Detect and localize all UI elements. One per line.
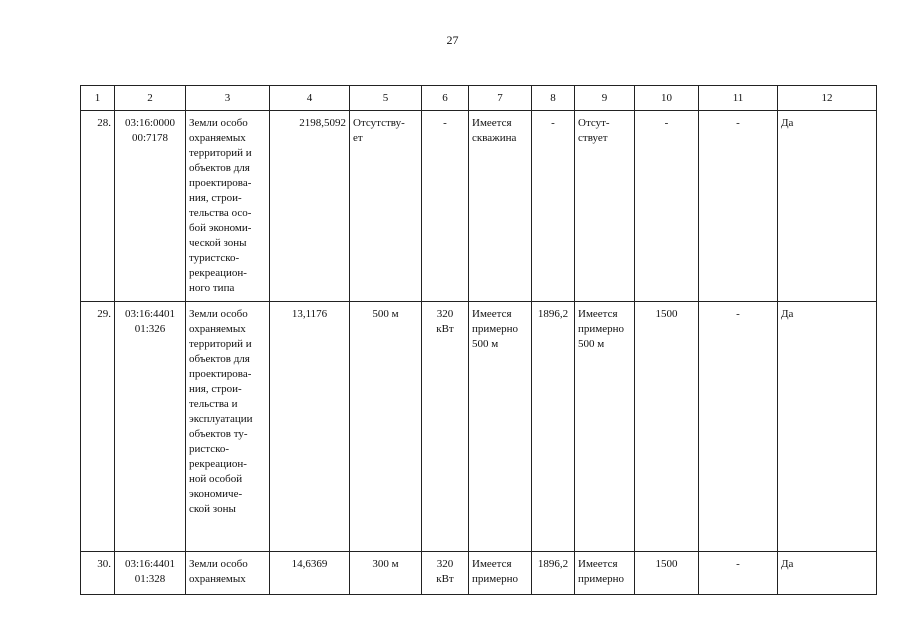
cadastral-number: 03:16:4401 01:326 (115, 302, 186, 552)
column-header-10: 10 (635, 86, 699, 111)
table-row (81, 111, 877, 302)
column-header-7: 7 (469, 86, 532, 111)
cell-col10: 1500 (635, 552, 699, 595)
column-header-1: 1 (81, 86, 115, 111)
cell-col8: 1896,2 (532, 302, 575, 552)
cell-col11: - (699, 302, 778, 552)
cell-col9: Имеется примерно 500 м (575, 302, 635, 552)
cell-col8: 1896,2 (532, 552, 575, 595)
cell-col11: - (699, 111, 778, 302)
cell-col9: Отсут- ствует (575, 111, 635, 302)
cell-col9: Имеется примерно (575, 552, 635, 595)
cell-col7: Имеется скважина (469, 111, 532, 302)
row-number: 29. (81, 302, 115, 552)
row-number: 30. (81, 552, 115, 595)
cell-col12: Да (778, 111, 877, 302)
row-number: 28. (81, 111, 115, 302)
column-header-12: 12 (778, 86, 877, 111)
column-header-4: 4 (270, 86, 350, 111)
cell-col10: 1500 (635, 302, 699, 552)
column-header-8: 8 (532, 86, 575, 111)
column-header-11: 11 (699, 86, 778, 111)
table-row (81, 552, 877, 595)
table-header-row (81, 86, 877, 111)
plot-area: 14,6369 (270, 552, 350, 595)
cell-col12: Да (778, 552, 877, 595)
cell-col10: - (635, 111, 699, 302)
cell-col6: 320 кВт (422, 302, 469, 552)
column-header-9: 9 (575, 86, 635, 111)
cell-col7: Имеется примерно (469, 552, 532, 595)
cell-col5: 300 м (350, 552, 422, 595)
cell-col5: Отсутству- ет (350, 111, 422, 302)
plot-area: 13,1176 (270, 302, 350, 552)
cell-col6: - (422, 111, 469, 302)
column-header-3: 3 (186, 86, 270, 111)
plot-area: 2198,5092 (270, 111, 350, 302)
column-header-6: 6 (422, 86, 469, 111)
cell-col12: Да (778, 302, 877, 552)
cell-col7: Имеется примерно 500 м (469, 302, 532, 552)
table-row (81, 302, 877, 552)
cadastral-number: 03:16:4401 01:328 (115, 552, 186, 595)
page-number: 27 (446, 33, 459, 47)
cadastral-number: 03:16:0000 00:7178 (115, 111, 186, 302)
land-category: Земли особо охраняемых территорий и объектов для проектирова- ния, строи- тельства и эксплуатации объектов ту- ристско- рекреацион- ной особой экономиче- ской зоны (186, 302, 270, 552)
land-plots-table (80, 85, 877, 595)
cell-col8: - (532, 111, 575, 302)
column-header-5: 5 (350, 86, 422, 111)
column-header-2: 2 (115, 86, 186, 111)
cell-col6: 320 кВт (422, 552, 469, 595)
cell-col11: - (699, 552, 778, 595)
land-category: Земли особо охраняемых (186, 552, 270, 595)
cell-col5: 500 м (350, 302, 422, 552)
land-category: Земли особо охраняемых территорий и объектов для проектирова- ния, строи- тельства осо- бой экономи- ческой зоны туристско- рекреацион- ного типа (186, 111, 270, 302)
